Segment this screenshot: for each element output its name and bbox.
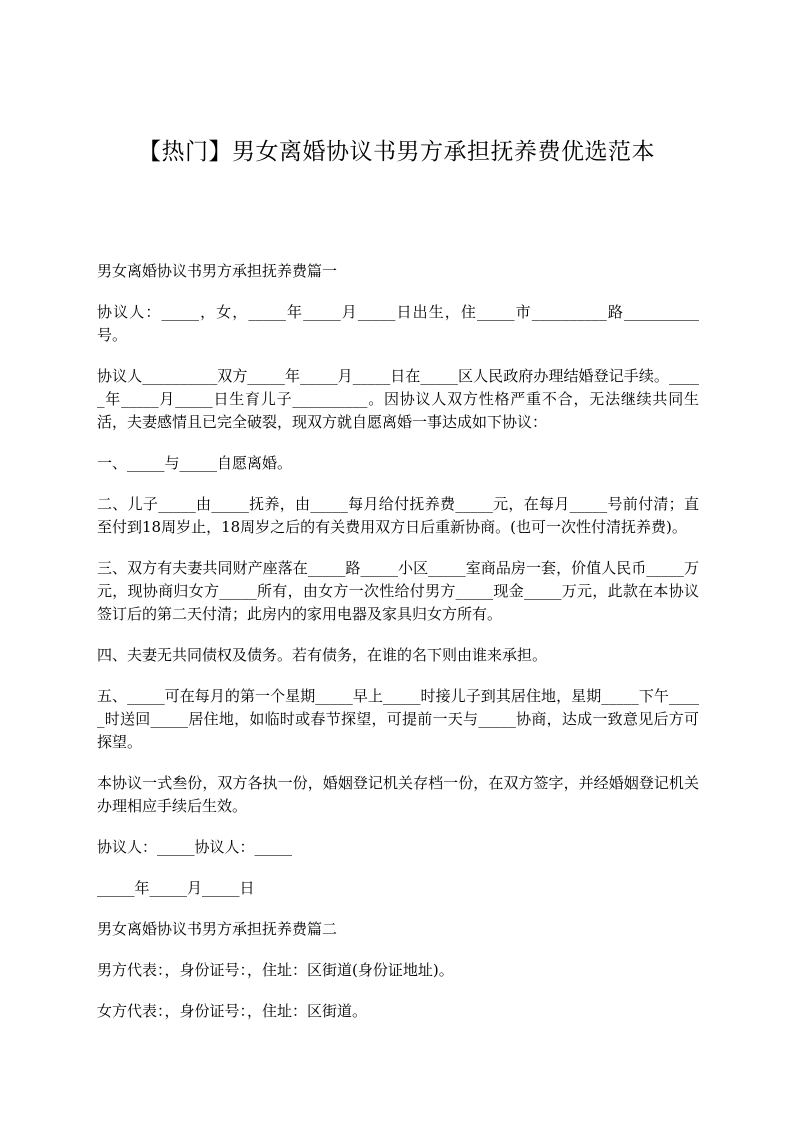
paragraph-marriage-info: 协议人__________双方_____年_____月_____日在_____区人民政府办理结婚登记手续。_____年_____月_____日生育儿子__________。因协议人双方性格严重不合，无法继续共同生活，夫妻感情且已完全破裂，现双方就自愿离婚一事达成如下协议：: [97, 367, 699, 431]
clause-5: 五、_____可在每月的第一个星期_____早上_____时接儿子到其居住地，星期_____下午_____时送回_____居住地，如临时或春节探望，可提前一天与_____协商，达成一致意见后方可探望。: [97, 687, 699, 751]
document-body: [97, 260, 699, 1041]
clause-2: 二、儿子_____由_____抚养，由_____每月给付抚养费_____元，在每月_____号前付清；直至付到18周岁止，18周岁之后的有关费用双方日后重新协商。(也可一次性付清抚养费)。: [97, 495, 699, 536]
male-representative: 男方代表：，身份证号：，住址：区街道(身份证地址)。: [97, 961, 454, 979]
female-representative: 女方代表：，身份证号：，住址：区街道。: [97, 1002, 368, 1020]
document-title: 【热门】男女离婚协议书男方承担抚养费优选范本: [138, 139, 655, 165]
date-line: _____年_____月_____日: [97, 879, 255, 897]
signature-line: 协议人：_____协议人：_____: [97, 838, 293, 856]
clause-4: 四、夫妻无共同债权及债务。若有债务，在谁的名下则由谁来承担。: [97, 646, 548, 664]
paragraph-parties: 协议人：_____，女，_____年_____月_____日出生，住_____市__________路__________号。: [97, 303, 699, 344]
section-heading-2: 男女离婚协议书男方承担抚养费篇二: [97, 920, 338, 938]
clause-3: 三、双方有夫妻共同财产座落在_____路_____小区_____室商品房一套，价值人民币_____万元，现协商归女方_____所有，由女方一次性给付男方_____现金_____万元，此款在本协议签订后的第二天付清；此房内的家用电器及家具归女方所有。: [97, 559, 699, 623]
section-heading-1: 男女离婚协议书男方承担抚养费篇一: [97, 262, 338, 280]
paragraph-copies: 本协议一式叁份，双方各执一份，婚姻登记机关存档一份，在双方签字，并经婚姻登记机关办理相应手续后生效。: [97, 774, 699, 815]
clause-1: 一、_____与_____自愿离婚。: [97, 454, 293, 472]
